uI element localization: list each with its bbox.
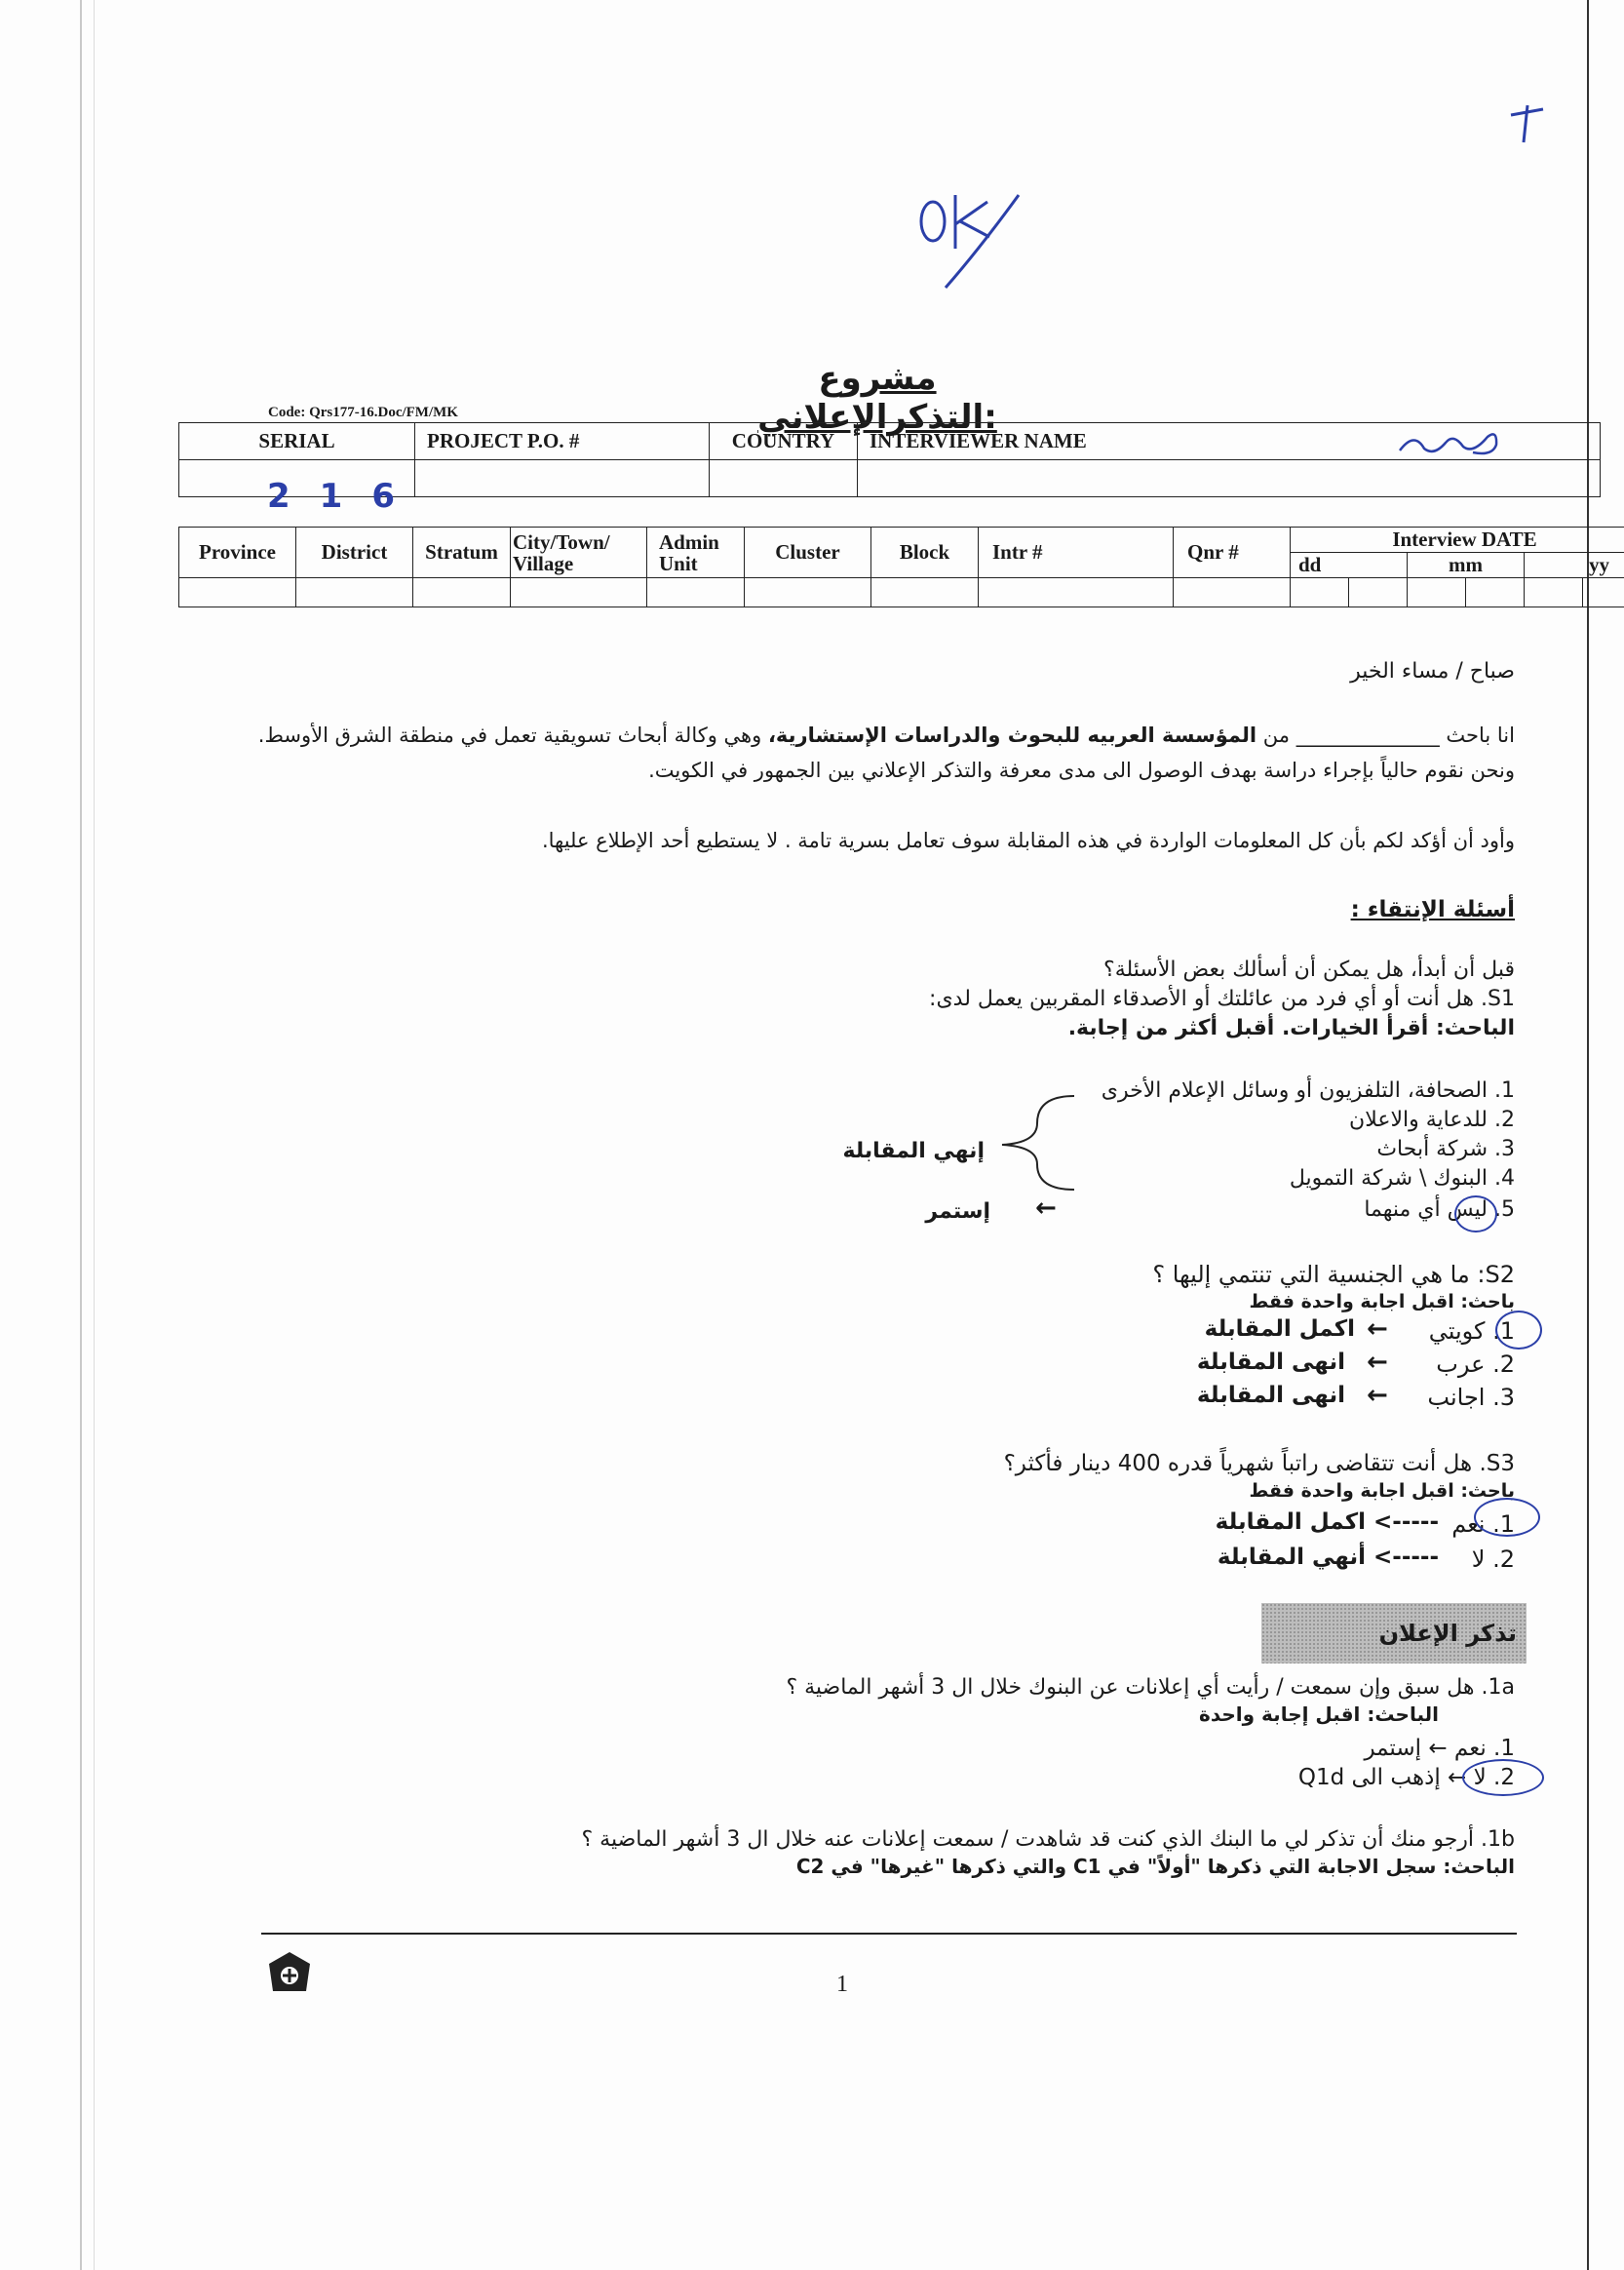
s1-terminate-label: إنهي المقابلة <box>842 1139 985 1163</box>
date-dd-header: dd <box>1291 553 1408 578</box>
serial-digit-1: 2 <box>267 476 320 516</box>
block-header: Block <box>871 528 979 578</box>
s1-instruction: الباحث: أقرأ الخيارات. أقبل أكثر من إجابة. <box>1067 1016 1515 1040</box>
s1-question: S1. هل أنت أو أي فرد من عائلتك أو الأصدقاء المقربين يعمل لدى: <box>929 987 1515 1011</box>
intr-header: Intr # <box>979 528 1174 578</box>
s1-brace <box>998 1094 1076 1192</box>
date-mm-header: mm <box>1408 553 1525 578</box>
s1-option-2: 2. للدعاية والاعلان <box>1349 1108 1515 1132</box>
s2-option-2: 2. عرب <box>1436 1350 1515 1378</box>
serial-digit-2: 1 <box>319 476 372 516</box>
s2-instruction: باحث: اقبل اجابة واحدة فقط <box>1249 1291 1515 1312</box>
document-code: Code: Qrs177-16.Doc/FM/MK <box>268 405 458 420</box>
s1-option-4: 4. البنوك \ شركة التمويل <box>1289 1166 1515 1191</box>
s2-arrow-1: ← <box>1367 1314 1388 1344</box>
s2-action-2: انهى المقابلة <box>1196 1350 1345 1375</box>
date-yy-header: yy <box>1525 553 1624 578</box>
q1a-option-2: 2. لا ← إذهب الى Q1d <box>1297 1765 1515 1790</box>
q1a-instruction: الباحث: اقبل إجابة واحدة <box>1199 1702 1439 1726</box>
interviewer-signature <box>1395 423 1502 462</box>
admin-unit-header: Admin Unit <box>647 528 745 578</box>
intro-line-2: ونحن نقوم حالياً بإجراء دراسة بهدف الوصول الى مدى معرفة والتذكر الإعلاني بين الجمهور في الكويت. <box>648 759 1515 782</box>
s1-option-5: 5. ليس أي منهما <box>1364 1197 1515 1222</box>
s1-continue-label: إستمر <box>925 1199 990 1224</box>
s2-arrow-2: ← <box>1367 1348 1388 1377</box>
s2-question: S2: ما هي الجنسية التي تنتمي إليها ؟ <box>1152 1261 1515 1288</box>
city-town-village-header: City/Town/ Village <box>511 528 647 578</box>
cluster-header: Cluster <box>745 528 871 578</box>
s3-action-2: -----> أنهي المقابلة <box>1217 1545 1439 1570</box>
q1b-instruction: الباحث: سجل الاجابة التي ذكرها "أولاً" في C1 والتي ذكرها "غيرها" في C2 <box>795 1855 1515 1878</box>
s3-question: S3. هل أنت تتقاضى راتباً شهرياً قدره 400 دينار فأكثر؟ <box>1003 1451 1515 1476</box>
right-edge-line <box>1587 0 1589 2270</box>
qnr-header: Qnr # <box>1174 528 1291 578</box>
s1-option-1: 1. الصحافة، التلفزيون أو وسائل الإعلام الأخرى <box>1101 1078 1515 1103</box>
serial-table <box>178 422 1601 516</box>
page-number: 1 <box>836 1972 848 1997</box>
company-logo-icon <box>267 1950 312 1993</box>
s3-option-1: 1. نعم <box>1451 1510 1515 1538</box>
q1a-option-1: 1. نعم ← إستمر <box>1364 1736 1515 1761</box>
q1a-option-2-circle <box>1462 1759 1544 1796</box>
s2-action-3: انهى المقابلة <box>1196 1383 1345 1408</box>
intro-line-1: انا باحث ______________ من المؤسسة العربيه للبحوث والدراسات الإستشارية، وهي وكالة أبحاث تسويقية تعمل في منطقة الشرق الأوسط. <box>257 724 1515 747</box>
s3-option-2: 2. لا <box>1471 1546 1515 1573</box>
country-header: COUNTRY <box>710 423 858 460</box>
screening-heading: أسئلة الإنتقاء : <box>1350 897 1515 922</box>
project-po-header: PROJECT P.O. # <box>415 423 710 460</box>
s2-option-1-circle <box>1495 1311 1542 1350</box>
s2-arrow-3: ← <box>1367 1381 1388 1410</box>
q1b-question: 1b. أرجو منك أن تذكر لي ما البنك الذي كنت قد شاهدت / سمعت إعلانات عنه خلال ال 3 أشهر الماضية ؟ <box>581 1827 1515 1852</box>
location-table <box>178 527 1624 607</box>
s3-action-1: -----> اكمل المقابلة <box>1215 1509 1439 1535</box>
serial-digit-3: 6 <box>371 476 425 516</box>
s3-instruction: باحث: اقبل اجابة واحدة فقط <box>1249 1480 1515 1502</box>
greeting: صباح / مساء الخير <box>1350 659 1515 684</box>
serial-header: SERIAL <box>179 423 415 460</box>
q1a-question: 1a. هل سبق وإن سمعت / رأيت أي إعلانات عن البنوك خلال ال 3 أشهر الماضية ؟ <box>786 1675 1515 1700</box>
s1-preface: قبل أن أبدأ، هل يمكن أن أسألك بعض الأسئلة؟ <box>1103 958 1515 982</box>
binder-line <box>94 0 95 2270</box>
binder-line <box>80 0 82 2270</box>
s2-option-1: 1. كويتي <box>1428 1317 1515 1345</box>
s2-action-1: اكمل المقابلة <box>1204 1316 1355 1342</box>
corner-plus-mark <box>1506 98 1545 146</box>
s1-option-3: 3. شركة أبحاث <box>1376 1137 1515 1161</box>
s1-continue-arrow: ← <box>1035 1194 1057 1223</box>
ad-recall-heading: تذكر الإعلان <box>1261 1603 1527 1663</box>
district-header: District <box>296 528 413 578</box>
footer-rule <box>261 1933 1517 1935</box>
s2-option-3: 3. اجانب <box>1427 1384 1515 1411</box>
ok-annotation <box>911 180 1048 307</box>
s1-option-5-circle <box>1454 1195 1497 1233</box>
interview-date-header: Interview DATE <box>1291 528 1624 553</box>
intro-line-3: وأود أن أؤكد لكم بأن كل المعلومات الواردة في هذه المقابلة سوف تعامل بسرية تامة . لا يستطيع أحد الإطلاع عليها. <box>541 829 1515 852</box>
interviewer-name-header: INTERVIEWER NAME <box>870 429 1087 452</box>
province-header: Province <box>179 528 296 578</box>
s3-option-1-circle <box>1474 1498 1540 1537</box>
page-title: مشروع :التذكرالإعلاني <box>757 359 997 437</box>
stratum-header: Stratum <box>413 528 511 578</box>
